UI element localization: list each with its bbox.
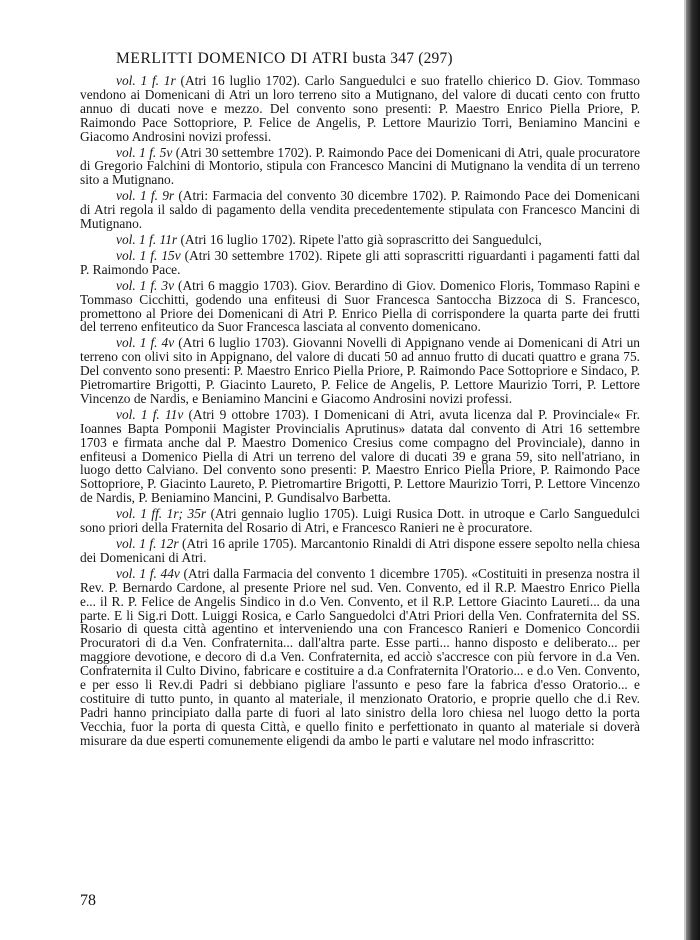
page-header <box>116 50 640 68</box>
document-body <box>80 50 640 750</box>
entry-list <box>80 74 640 748</box>
entry-reference: vol. 1 f. 4v <box>116 335 175 351</box>
entry-reference: vol. 1 f. 15v <box>116 247 181 263</box>
document-entry <box>80 146 640 188</box>
document-entry <box>80 507 640 535</box>
entry-reference: vol. 1 f. 1r <box>116 73 176 88</box>
entry-reference: vol. 1 f. 12r <box>116 536 179 551</box>
entry-reference: vol. 1 f. 44v <box>116 565 180 581</box>
entry-text: (Atri 6 luglio 1703). Giovanni Novelli di Appignano vende ai Domenicani di Atri un terreno con olivi sito in Appignano, del valore di ducati 50 ad annuo frutto di ducati quattro e grana 75. Del convento sono presenti: P. Maestro Enrico Piella Priore, P. Raimondo Pace Sottopriore e Sindaco, P. Pietromartire Brigotti, P. Giacinto Laureto, P. Felice de Angelis, P. Lettore Maurizio Torri, P. Lettore Vincenzo de Nardis, e Beniamino Mancini e Giacomo Androsini novizi professi. <box>80 335 640 406</box>
document-entry <box>80 249 640 277</box>
entry-text: (Atri 16 aprile 1705). Marcantonio Rinaldi di Atri dispone essere sepolto nella chiesa dei Domenicani di Atri. <box>80 536 640 565</box>
header-name: MERLITTI DOMENICO DI ATRI <box>116 50 349 67</box>
entry-text: (Atri 9 ottobre 1703). I Domenicani di Atri, avuta licenza dal P. Provinciale« Fr. Ioannes Bapta Pomponii Magister Provincialis Aprutinus» datata dal convento di Atri 16 settembre 1703 e firmata anche dal P. Maestro Domenico Cresius come compagno del Provinciale), danno in enfiteusi a Domenico Piella di Atri un terreno del valore di ducati 39 e grana 59, sito nell'atriano, in luogo detto Calviano. Del convento sono presenti: P. Maestro Enrico Piella Priore, P. Raimondo Pace Sottopriore, P. Giacinto Laureto, P. Pietromartire Brigotti, P. Lettore Maurizio Torri, P. Lettore Vincenzo de Nardis, P. Beniamino Mancini, P. Gundisalvo Barbetta. <box>80 406 640 506</box>
entry-text: (Atri 6 maggio 1703). Giov. Berardino di Giov. Domenico Floris, Tommaso Rapini e Tommaso Cicchitti, godendo una enfiteusi di Suor Francesca Santoccha Bizzoca di S. Francesco, promettono al Priore dei Domenicani di Atri P. Enrico Piella di corrispondere la quarta parte dei frutti del terreno enfiteutico da Suor Francesca lasciata al convento domenicano. <box>80 277 640 335</box>
entry-reference: vol. 1 f. 9r <box>116 188 175 204</box>
document-entry <box>80 189 640 231</box>
document-entry <box>80 537 640 565</box>
document-entry <box>80 233 640 247</box>
entry-reference: vol. 1 f. 11r <box>116 231 178 247</box>
entry-reference: vol. 1 f. 3v <box>116 277 175 293</box>
entry-text: (Atri 16 luglio 1702). Ripete l'atto già soprascritto dei Sanguedulci, <box>177 231 542 247</box>
entry-text: (Atri 30 settembre 1702). Ripete gli atti soprascritti riguardanti i pagamenti fatti dal P. Raimondo Pace. <box>80 247 640 277</box>
entry-reference: vol. 1 ff. 1r; 35r <box>116 506 207 522</box>
page-number: 78 <box>80 892 96 909</box>
document-entry <box>80 74 640 144</box>
document-entry <box>80 279 640 335</box>
entry-reference: vol. 1 f. 11v <box>116 406 184 422</box>
document-entry <box>80 336 640 406</box>
entry-reference: vol. 1 f. 5v <box>116 144 173 160</box>
entry-text: (Atri 30 settembre 1702). P. Raimondo Pace dei Domenicani di Atri, quale procuratore di Gregorio Falchini di Montorio, stipula con Francesco Mancini di Mutignano la vendita di un terreno sito a Mutignano. <box>80 144 641 188</box>
document-entry <box>80 408 640 505</box>
entry-text: (Atri gennaio luglio 1705). Luigi Rusica Dott. in utroque e Carlo Sanguedulci sono priori della Fraternita del Rosario di Atri, e Francesco Ranieri ne è procuratore. <box>80 506 640 536</box>
entry-text: (Atri 16 luglio 1702). Carlo Sanguedulci e suo fratello chierico D. Giov. Tommaso vendono ai Domenicani di Atri un loro terreno sito a Mutignano, del valore di ducati cento con frutto annuo di ducati nove e mezzo. Del convento sono presenti: P. Maestro Enrico Piella Priore, P. Raimondo Pace Sottopriore, P. Felice de Angelis, P. Lettore Maurizio Torri, Beniamino Mancini e Giacomo Androsini novizi professi. <box>80 73 641 144</box>
document-entry <box>80 567 640 748</box>
page-edge-shadow <box>686 0 700 940</box>
entry-text: (Atri dalla Farmacia del convento 1 dicembre 1705). «Costituiti in presenza nostra il Rev. P. Bernardo Cardone, al presente Priore nel sud. Ven. Convento, ed il R.P. Maestro Enrico Piella e... il R. P. Felice de Angelis Sindico in d.o Ven. Convento, et il R.P. Lettore Giacinto Laureti... da una parte. E li Sig.ri Dott. Luiggi Rosica, e Carlo Sanguedolci d'Atri Priori della Ven. Confraternita del SS. Rosario di questa città agentino et interveniendo una con Francesco Ranieri e Domenico Concordii Procuratori di d.a Ven. Confraternita... dall'altra parte. Esse parti... hanno disposto e deliberato... per maggiore devotione, e decoro di d.a Ven. Confraternita, ed acciò s'accresce con più fervore in d.a Ven. Confraternita il Culto Divino, fabricare e costituire a d.a Confraternita l'Oratorio... e d.o Ven. Convento, e per esso li Rev.di Padri si debbiano pigliare l'assunto e peso fare la fabrica d'esso Oratorio... e costituire di tutto punto, in quanto al materiale, il menzionato Oratorio, e proprie quello che d.i Rev. Padri hanno principiato dalla parte di fuori al lato sinistro della loro chiesa nel luogo detto la porta Vecchia, fuor la porta di questa Città, e quello finito e perfettionato in quanto al materiale si doverà misurare da due esperti comunemente eligendi da ambo le parti e valutare nel modo infrascritto: <box>80 565 640 748</box>
entry-text: (Atri: Farmacia del convento 30 dicembre 1702). P. Raimondo Pace dei Domenicani di Atri regola il saldo di pagamento della vendita precedentemente stipulata con Francesco Mancini di Mutignano. <box>80 188 641 232</box>
header-busta: busta 347 (297) <box>352 50 453 67</box>
